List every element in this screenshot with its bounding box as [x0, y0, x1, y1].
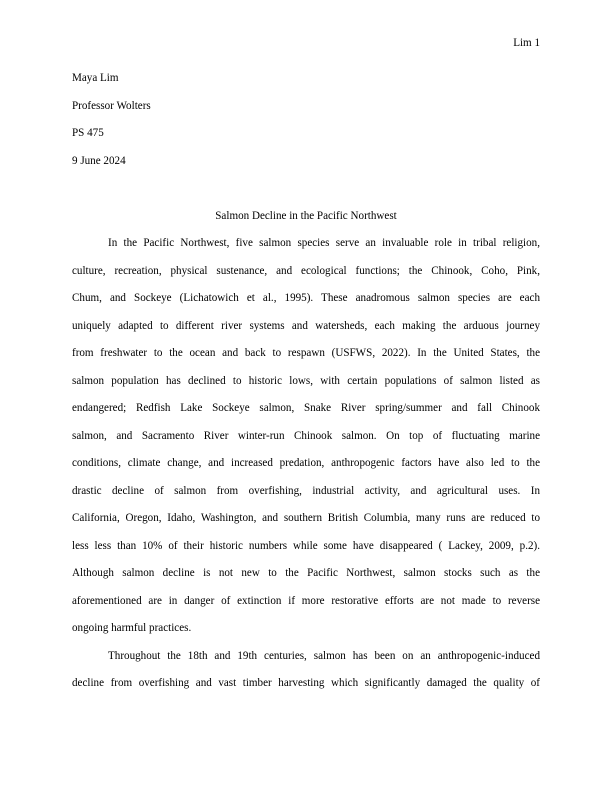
text-line: culture, recreation, physical sustenance, and ecological functions; the Chinook, Coho, Pink,	[72, 264, 540, 277]
text-line: from freshwater to the ocean and back to respawn (USFWS, 2022). In the United States, the	[72, 347, 540, 359]
text-line: endangered; Redfish Lake Sockeye salmon, Snake River spring/summer and fall Chinook	[72, 402, 540, 414]
mla-heading	[72, 71, 540, 181]
text-line: salmon, and Sacramento River winter-run Chinook salmon. On top of fluctuating marine	[72, 429, 540, 442]
paper-date: 9 June 2024	[72, 154, 126, 167]
text-line: aforementioned are in danger of extinction if more restorative efforts are not made to reverse	[72, 594, 540, 607]
text-line: decline from overfishing and vast timber harvesting which significantly damaged the quality of	[72, 677, 540, 689]
text-line: ongoing harmful practices.	[72, 622, 192, 634]
text-line: In the Pacific Northwest, five salmon species serve an invaluable role in tribal religion,	[108, 237, 540, 249]
course-number: PS 475	[72, 127, 104, 139]
text-line: salmon population has declined to historic lows, with certain populations of salmon listed as	[72, 374, 540, 387]
author-name: Maya Lim	[72, 72, 119, 84]
text-line: less less than 10% of their historic numbers while some have disappeared ( Lackey, 2009, p.2).	[72, 539, 540, 552]
text-line: uniquely adapted to different river systems and watersheds, each making the arduous journey	[72, 319, 540, 332]
page-header-number: Lim 1	[513, 37, 540, 49]
text-line: conditions, climate change, and increased predation, anthropogenic factors have also led to the	[72, 457, 540, 469]
paper-body	[72, 236, 540, 704]
text-line: Throughout the 18th and 19th centuries, salmon has been on an anthropogenic-induced	[108, 649, 540, 662]
text-line: drastic decline of salmon from overfishing, industrial activity, and agricultural uses. In	[72, 484, 540, 497]
text-line: Although salmon decline is not new to the Pacific Northwest, salmon stocks such as the	[72, 567, 540, 579]
professor-name: Professor Wolters	[72, 99, 151, 112]
paragraph-2	[72, 649, 540, 704]
text-line: Chum, and Sockeye (Lichatowich et al., 1995). These anadromous salmon species are each	[72, 292, 540, 304]
paragraph-1	[72, 236, 540, 649]
paper-title: Salmon Decline in the Pacific Northwest	[215, 210, 397, 222]
text-line: California, Oregon, Idaho, Washington, and southern British Columbia, many runs are reduced to	[72, 512, 540, 524]
